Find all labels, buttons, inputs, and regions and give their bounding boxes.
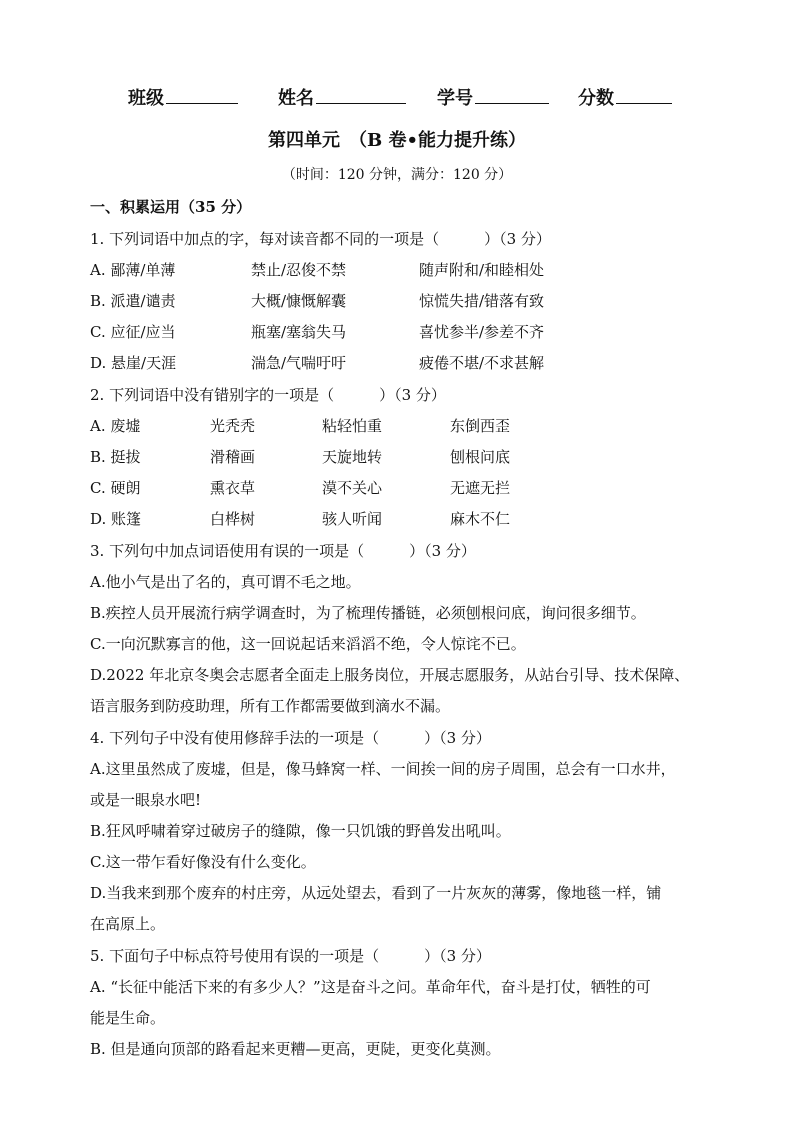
q3-option-d-line1: D.2022 年北京冬奥会志愿者全面走上服务岗位，开展志愿服务，从站台引导、技术保障、 [90, 666, 690, 684]
page-title: 第四单元 （B 卷•能力提升练） [268, 130, 526, 151]
student-id-field [437, 84, 549, 110]
question-5-stem: 5. 下面句子中标点符号使用有误的一项是（ ）（3 分） [90, 947, 491, 965]
q2-option-b-col3: 天旋地转 [322, 448, 383, 466]
question-1-stem: 1. 下列词语中加点的字，每对读音都不同的一项是（ ）（3 分） [90, 230, 551, 248]
q4-option-a-line2: 或是一眼泉水吧! [90, 791, 202, 809]
q2-option-a-col2: 光秃秃 [210, 417, 256, 435]
exam-time-info: （时间：120 分钟，满分：120 分） [281, 167, 513, 183]
q2-option-a-col1: A. 废墟 [90, 417, 141, 435]
q4-option-d-line2: 在高原上。 [90, 915, 166, 933]
q1-option-d-col3: 疲倦不堪/不求甚解 [419, 354, 545, 372]
q2-option-b-col1: B. 挺拔 [90, 448, 141, 466]
q1-option-c-col2: 瓶塞/塞翁失马 [251, 323, 347, 341]
q2-option-d-col4: 麻木不仁 [450, 510, 511, 528]
q5-option-a-line1: A. “长征中能活下来的有多少人？”这是奋斗之问。革命年代，奋斗是打仗，牺牲的可 [90, 978, 651, 996]
student-id-blank[interactable] [475, 84, 549, 104]
q1-option-b-col1: B. 派遣/谴责 [90, 292, 176, 310]
student-info-header [0, 84, 794, 112]
section-heading: 一、积累运用（35 分） [90, 198, 252, 216]
q3-option-b: B.疾控人员开展流行病学调查时，为了梳理传播链，必须刨根问底，询问很多细节。 [90, 604, 646, 622]
q1-option-d-col2: 湍急/气喘吁吁 [251, 354, 347, 372]
score-blank[interactable] [616, 84, 672, 104]
class-blank[interactable] [166, 84, 238, 104]
q4-option-b: B.狂风呼啸着穿过破房子的缝隙，像一只饥饿的野兽发出吼叫。 [90, 822, 511, 840]
q5-option-a-line2: 能是生命。 [90, 1009, 166, 1027]
q3-option-c: C.一向沉默寡言的他，这一回说起话来滔滔不绝，令人惊诧不已。 [90, 635, 526, 653]
name-field [278, 84, 406, 110]
q2-option-c-col4: 无遮无拦 [450, 479, 511, 497]
q2-option-a-col3: 粘轻怕重 [322, 417, 383, 435]
q3-option-a: A.他小气是出了名的，真可谓不毛之地。 [90, 573, 361, 591]
question-3-stem: 3. 下列句中加点词语使用有误的一项是（ ）（3 分） [90, 542, 476, 560]
name-blank[interactable] [316, 84, 406, 104]
question-2-stem: 2. 下列词语中没有错别字的一项是（ ）（3 分） [90, 386, 446, 404]
q2-option-a-col4: 东倒西歪 [450, 417, 511, 435]
q5-option-b: B. 但是通向顶部的路看起来更糟—更高，更陡，更变化莫测。 [90, 1040, 501, 1058]
student-id-label: 学号 [437, 88, 473, 109]
q2-option-d-col1: D. 账篷 [90, 510, 142, 528]
q1-option-a-col3: 随声附和/和睦相处 [419, 261, 545, 279]
q1-option-a-col1: A. 鄙薄/单薄 [90, 261, 176, 279]
q1-option-c-col3: 喜忧参半/参差不齐 [419, 323, 545, 341]
q1-option-b-col3: 惊慌失措/错落有致 [419, 292, 545, 310]
class-label: 班级 [128, 88, 164, 109]
q1-option-d-col1: D. 悬崖/天涯 [90, 354, 177, 372]
q2-option-c-col3: 漠不关心 [322, 479, 383, 497]
name-label: 姓名 [278, 88, 314, 109]
question-4-stem: 4. 下列句子中没有使用修辞手法的一项是（ ）（3 分） [90, 729, 491, 747]
q2-option-c-col2: 熏衣草 [210, 479, 256, 497]
q4-option-d-line1: D.当我来到那个废弃的村庄旁，从远处望去，看到了一片灰灰的薄雾，像地毯一样，铺 [90, 884, 662, 902]
score-label: 分数 [578, 88, 614, 109]
q2-option-b-col2: 滑稽画 [210, 448, 256, 466]
q2-option-d-col3: 骇人听闻 [322, 510, 383, 528]
q2-option-b-col4: 刨根问底 [450, 448, 511, 466]
q1-option-a-col2: 禁止/忍俊不禁 [251, 261, 347, 279]
q4-option-a-line1: A.这里虽然成了废墟，但是，像马蜂窝一样、一间挨一间的房子周围，总会有一口水井， [90, 760, 676, 778]
q1-option-b-col2: 大概/慷慨解囊 [251, 292, 347, 310]
q2-option-d-col2: 白桦树 [210, 510, 256, 528]
q3-option-d-line2: 语言服务到防疫助理，所有工作都需要做到滴水不漏。 [90, 697, 451, 715]
q4-option-c: C.这一带乍看好像没有什么变化。 [90, 853, 316, 871]
q1-option-c-col1: C. 应征/应当 [90, 323, 176, 341]
score-field [578, 84, 672, 110]
class-field [128, 84, 238, 110]
q2-option-c-col1: C. 硬朗 [90, 479, 141, 497]
